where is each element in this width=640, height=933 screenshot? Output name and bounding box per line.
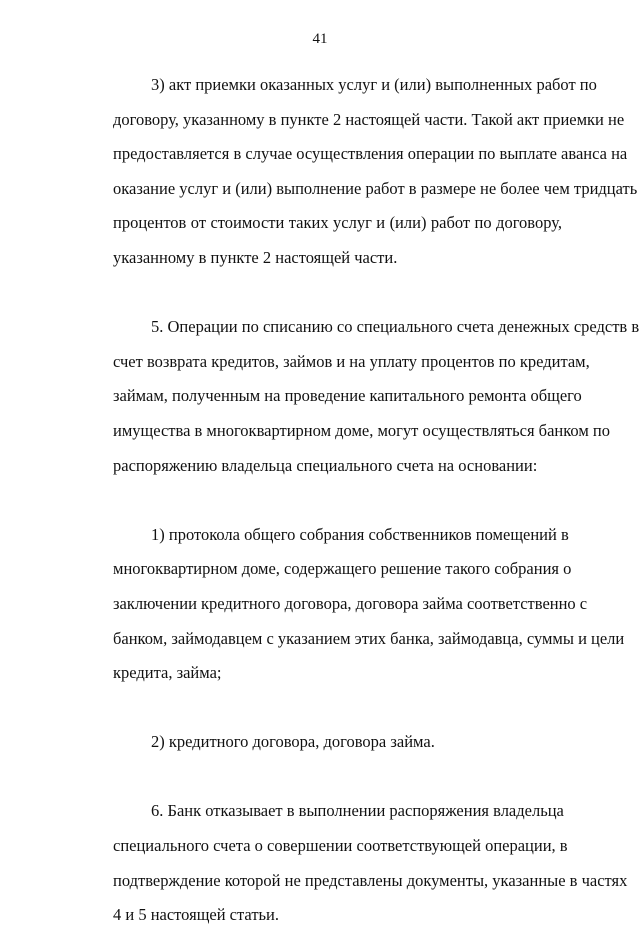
page-number: 41 (312, 31, 328, 47)
text-line: заключении кредитного договора, договора займа соответственно с (113, 593, 588, 613)
paragraph-item-1 (75, 518, 625, 691)
text-line: многоквартирном доме, содержащего решение такого собрания о (113, 559, 572, 579)
text-line: 6. Банк отказывает в выполнении распоряжения владельца (151, 801, 564, 821)
text-line: распоряжению владельца специального счета на основании: (113, 455, 538, 475)
text-line: предоставляется в случае осуществления операции по выплате аванса на (113, 144, 628, 164)
text-line: займам, полученным на проведение капитального ремонта общего (113, 386, 582, 406)
text-line: счет возврата кредитов, займов и на уплату процентов по кредитам, (113, 351, 590, 371)
text-line: процентов от стоимости таких услуг и (или) работ по договору, (113, 213, 562, 233)
text-line: 1) протокола общего собрания собственников помещений в (151, 524, 569, 544)
paragraph-gap (75, 483, 562, 518)
paragraph-item-2 (75, 725, 562, 760)
paragraph-gap (75, 691, 562, 726)
text-line: 2) кредитного договора, договора займа. (151, 732, 435, 752)
paragraph-part-6 (75, 794, 628, 932)
document-body (75, 68, 640, 933)
paragraph-gap (75, 276, 562, 311)
text-line: 3) акт приемки оказанных услуг и (или) выполненных работ по (151, 75, 597, 94)
text-line: кредита, займа; (113, 663, 222, 683)
text-line: 5. Операции по списанию со специального счета денежных средств в (151, 317, 640, 337)
text-line: 4 и 5 настоящей статьи. (113, 905, 280, 925)
paragraph-gap (75, 760, 562, 795)
text-line: имущества в многоквартирном доме, могут осуществляться банком по (113, 420, 610, 440)
text-line: банком, займодавцем с указанием этих банка, займодавца, суммы и цели (113, 628, 625, 648)
text-line: подтверждение которой не представлены документы, указанные в частях (113, 870, 628, 890)
text-line: специального счета о совершении соответствующей операции, в (113, 836, 568, 856)
text-line: оказание услуг и (или) выполнение работ в размере не более чем тридцать (113, 178, 638, 198)
text-line: указанному в пункте 2 настоящей части. (113, 247, 398, 267)
paragraph-item-3 (75, 68, 638, 276)
text-line: договору, указанному в пункте 2 настоящей части. Такой акт приемки не (113, 109, 625, 129)
paragraph-part-5 (75, 310, 640, 483)
